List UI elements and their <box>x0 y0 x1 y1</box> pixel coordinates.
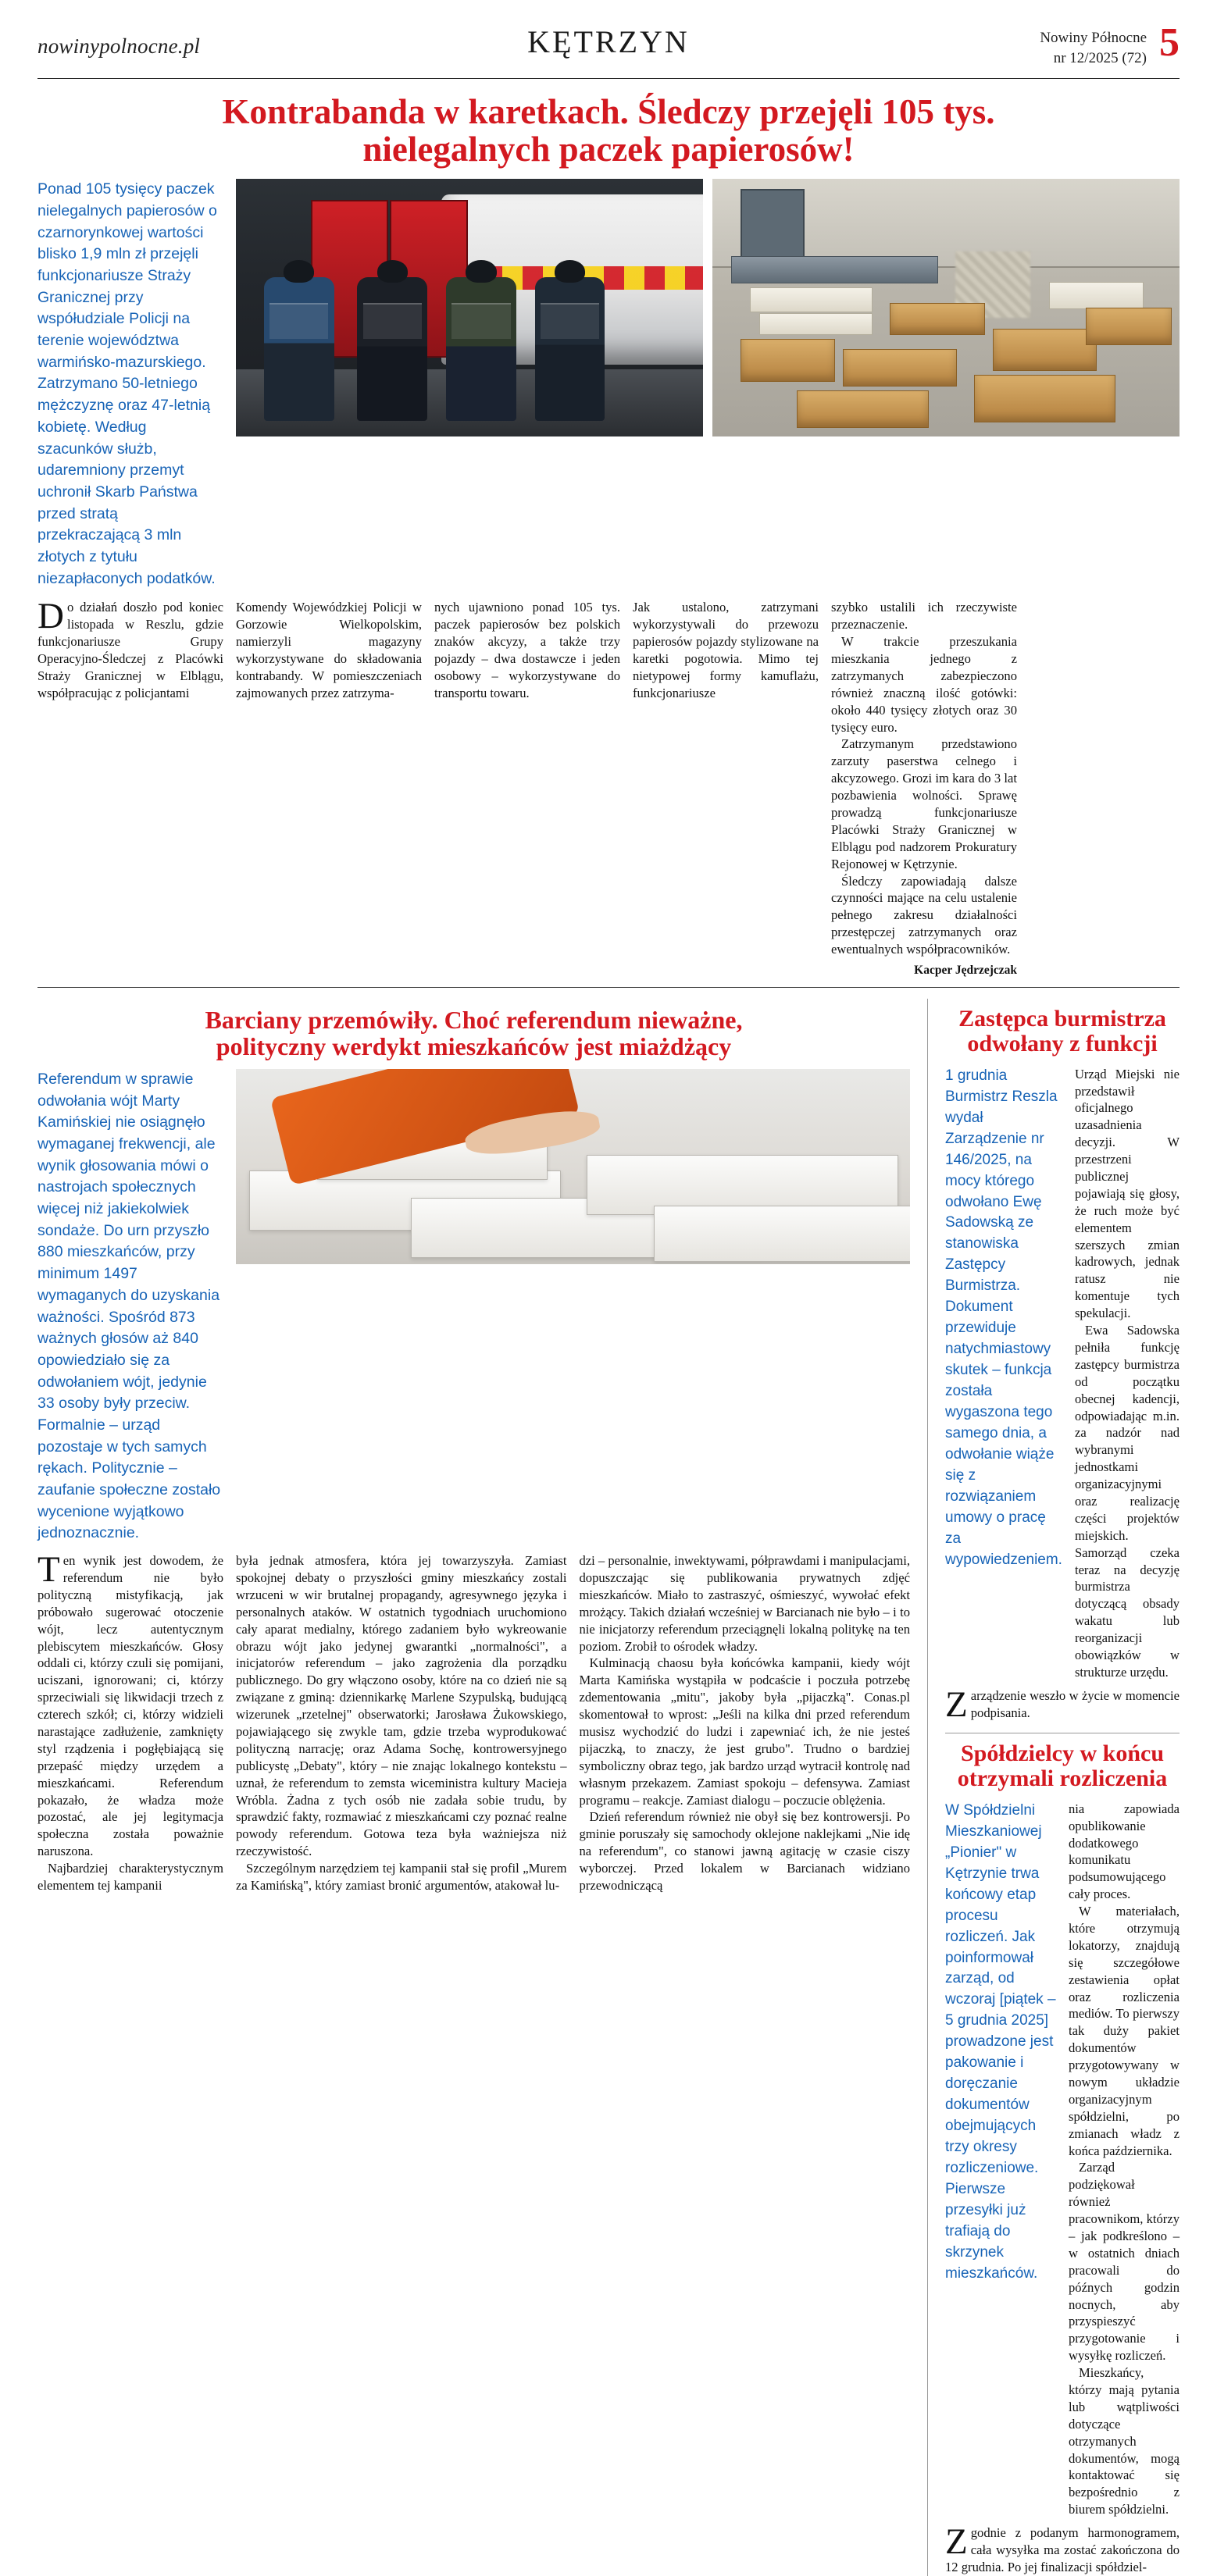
article2-col1 <box>37 1549 223 1894</box>
article3-headline-line2: odwołany z funkcji <box>967 1030 1158 1056</box>
article2-headline <box>37 1007 910 1060</box>
article2-col1-p1: Ten wynik jest dowodem, że referendum nie było polityczną mistyfikacją, jak próbowało sugerować otoczenie wójt, lecz autentycznym plebiscytem mieszkańców. Głosy oddali ci, którzy czuli się pomijani, uciszani, ignorowani; ci, którzy sprzeciwiali się likwidacji trzech z czterech szkół; ci, którzy widzieli narastające zadłużenie, zamknięty styl rządzenia i pogłębiającą się przepaść między urzędem a mieszkańcami. Referendum pokazało, że władza może pozostać, ale jej legitymacja społeczna została poważnie naruszona. <box>37 1549 223 1859</box>
article2-headline-line2: polityczny werdykt mieszkańców jest miażdżący <box>216 1031 732 1060</box>
article2-col3-p1: dzi – personalnie, inwektywami, półprawdami i manipulacjami, dopuszczając się publikowania prywatnych zdjęć mieszkańców. Miało to zastraszyć, ośmieszyć, wywołać efekt mrożący. Takich działań wcześniej w Barcianach nie było – i to nie inicjatorzy referendum przeciągnęli lokalną politykę na ten poziom. Zrobił to ośrodek władzy. <box>579 1553 910 1654</box>
article2-col3-p2: Kulminacją chaosu była końcówka kampanii, kiedy wójt Marta Kamińska wystąpiła w podcaście i poczuła potrzebę zdementowania „mitu", jakoby była „pijaczką". Conas.pl skomentował to wprost: „Jeśli na kilka dni przed referendum musisz wychodzić do ludzi i zapewniać ich, że nie jesteś pijaczką, to znaczy, że jest grubo". Trudno o bardziej symboliczny obraz tego, jak bardzo urząd wytracił kontrolę nad własnym przekazem. Zamiast spokoju – defensywa. Zamiast programu – reakcje. Zamiast dialogu – poczucie oblężenia. <box>579 1655 910 1808</box>
article3-lead: 1 grudnia Burmistrz Reszla wydał Zarządzenie nr 146/2025, na mocy którego odwołano Ewę Sadowską ze stanowiska Zastępcy Burmistrza. Dokument przewiduje natychmiastowy skutek – funkcja została wygaszona tego samego dnia, a odwołanie wiąże się z rozwiązaniem umowy o pracę za wypowiedzeniem. <box>945 1067 1062 1568</box>
article1-col5 <box>831 599 1017 978</box>
article-smuggling <box>37 93 1180 979</box>
article3-headline <box>945 1007 1180 1056</box>
article3-col1 <box>945 1683 1180 1725</box>
article1-col3 <box>434 599 620 978</box>
article1-col2 <box>236 599 422 978</box>
photo-ballot-box <box>236 1069 910 1264</box>
article4-headline-line1: Spółdzielcy w końcu <box>960 1740 1165 1766</box>
masthead <box>0 0 1217 75</box>
article4-col1 <box>945 2521 1180 2576</box>
article2-lead: Referendum w sprawie odwołania wójt Marty Kamińskiej nie osiągnęło wymaganej frekwencji, ale wynik głosowania mówi o nastrojach społecznych więcej niż jakiekolwiek sondaże. Do urn przyszło 880 mieszkańców, przy minimum 1497 wymaganych do uzyskania ważności. Spośród 873 ważnych głosów aż 840 opowiedziało się za odwołaniem wójt, jedynie 33 osoby były przeciw. Formalnie – urząd pozostaje w tych samych rękach. Politycznie – zaufanie społeczne zostało wycenione wyjątkowo jednoznacznie. <box>37 1070 221 1542</box>
article1-headline-line2: nielegalnych paczek papierosów! <box>362 130 855 169</box>
article1-byline: Kacper Jędrzejczak <box>914 964 1017 978</box>
article4-col1-text: Zgodnie z podanym harmonogramem, cała wysyłka ma zostać zakończona do 12 grudnia. Po jej finalizacji spółdziel- <box>945 2521 1180 2574</box>
article1-col4 <box>633 599 819 978</box>
article1-col1 <box>37 596 223 978</box>
article1-col2-text: Komendy Wojewódzkiej Policji w Gorzowie Wielkopolskim, namierzyli magazyny wykorzystywane do składowania kontrabandy. W pomieszczeniach zajmowanych przez zatrzyma- <box>236 600 422 700</box>
article2-col2-p1: była jednak atmosfera, która jej towarzyszyła. Zamiast spokojnej debaty o przyszłości gminy mieszkańcy zostali wrzuceni w wir brutalnej propagandy, agresywnego języka i personalnych ataków. W ostatnich tygodniach uruchomiono cały aparat medialny, którego zadaniem było wykreowanie obrazu wójt jako jedynej gwarantki „normalności", a inicjatorów referendum – jako zagrożenia dla porządku publicznego. Do gry włączono osoby, które na co dzień nie są związane z gminą: dziennikarkę Marlene Szypulską, budującą wizerunek „rzetelnej" obserwatorki; Jarosława Żukowskiego, pojawiającego się zwykle tam, gdzie trzeba wyprodukować polityczną narrację; oraz Adama Sochę, kontrowersyjnego publicystę „Debaty", który – nie znając lokalnego kontekstu – uznał, że referendum to zemsta wiceministra kultury Macieja Wróbla. Żadna z tych osób nie zadała sobie trudu, by sprawdzić fakty, rozmawiać z mieszkańcami czy poznać realne powody referendum. Gotowa teza była ważniejsza niż rzeczywistość. <box>236 1553 567 1859</box>
article1-lead: Ponad 105 tysięcy paczek nielegalnych papierosów o czarnorynkowej wartości blisko 1,9 mln zł przejęli funkcjonariusze Straży Granicznej przy współudziale Policji na terenie województwa warmińsko-mazurskiego. Zatrzymano 50-letniego mężczyznę oraz 47-letnią kobietę. Według szacunków służb, udaremniony przemyt uchronił Skarb Państwa przed stratą przekraczającą 3 mln złotych z tytułu niezapłaconych podatków. <box>37 180 217 587</box>
article4-headline-line2: otrzymali rozliczenia <box>957 1765 1168 1791</box>
article1-col5-p2: W trakcie przeszukania mieszkania jednego z zatrzymanych zabezpieczono również znaczną ilość gotówki: około 440 tysięcy złotych oraz 30 tysięcy euro. <box>831 634 1017 735</box>
article3-body <box>945 1066 1180 1681</box>
article1-col4-text: Jak ustalono, zatrzymani wykorzystywali do przewozu papierosów pojazdy stylizowane na karetki pogotowia. Mimo tej nietypowej formy kamuflażu, funkcjonariusze <box>633 600 819 700</box>
article2-col2 <box>236 1552 567 1894</box>
article1-col1-text: Do działań doszło pod koniec listopada w Reszlu, gdzie funkcjonariusze Grupy Operacyjno-Śledczej z Placówki Straży Granicznej w Elblągu, współpracując z policjantami <box>37 596 223 700</box>
masthead-divider <box>37 78 1180 79</box>
article4-col2-p3: Zarząd podziękował również pracownikom, którzy – jak podkreślono – w ostatnich dniach pracowali do późnych godzin nocnych, aby przyspieszyć przygotowanie i wysyłkę rozliczeń. <box>1069 2160 1180 2364</box>
article1-col5-p1: szybko ustalili ich rzeczywiste przeznaczenie. <box>831 600 1017 632</box>
right-rail <box>945 999 1180 2576</box>
article3-col2 <box>1075 1066 1180 1681</box>
article2-headline-line1: Barciany przemówiły. Choć referendum nieważne, <box>205 1005 743 1034</box>
article3-col2-p1: Urząd Miejski nie przedstawił oficjalnego uzasadnienia decyzji. W przestrzeni publicznej pojawiają się głosy, że ruch może być elementem szerszych zmian kadrowych, jednak ratusz nie komentuje tych spekulacji. <box>1074 1066 1180 1321</box>
article1-col3-text: nych ujawniono ponad 105 tys. paczek papierosów bez polskich znaków akcyzy, a także trzy pojazdy – dwa dostawcze i jeden osobowy – wykorzystywane do transportu towaru. <box>434 600 620 700</box>
issue-number: nr 12/2025 (72) <box>1053 49 1147 66</box>
website-url[interactable]: nowinypolnocne.pl <box>37 34 201 58</box>
photo-warehouse-boxes <box>712 179 1180 436</box>
article4-headline <box>945 1741 1180 1791</box>
article1-divider <box>37 987 1180 988</box>
article4-col2-p2: W materiałach, które otrzymują lokatorzy, znajdują się szczegółowe zestawienia opłat oraz rozliczenia mediów. To pierwszy tak duży pakiet dokumentów przygotowywany w nowym układzie organizacyjnym spółdzielni, po zmianach władz z końca października. <box>1069 1904 1180 2158</box>
article-referendum <box>37 999 928 2576</box>
section-title: KĘTRZYN <box>527 24 690 59</box>
lower-section <box>37 999 1180 2576</box>
article4-col2-p4: Mieszkańcy, którzy mają pytania lub wątpliwości dotyczące otrzymanych dokumentów, mogą kontaktować się bezpośrednio z biurem spółdzielni. <box>1069 2365 1180 2517</box>
page-number: 5 <box>1159 20 1180 65</box>
article4-col2-p1: nia zapowiada opublikowanie dodatkowego komunikatu podsumowującego cały proces. <box>1069 1801 1180 1902</box>
article2-body <box>37 1549 910 1894</box>
paper-name: Nowiny Północne <box>1040 30 1147 46</box>
article1-col5-p4: Śledczy zapowiadają dalsze czynności mające na celu ustalenie pełnego zakresu działalności przestępczej zatrzymanych oraz ewentualnych współpracowników. <box>831 873 1017 957</box>
article2-col3-p3: Dzień referendum również nie obył się bez kontrowersji. Po gminie poruszały się samochody oklejone naklejkami „Nie idę na referendum", co stanowi jawną agitację w czasie ciszy wyborczej. Przed lokalem w Barcianach widziano przewodniczącą <box>579 1809 910 1894</box>
article4-body <box>945 1801 1180 2518</box>
article1-photos <box>236 179 1180 436</box>
article2-col3 <box>580 1552 911 1894</box>
article3-col2-p2: Ewa Sadowska pełniła funkcję zastępcy burmistrza od początku obecnej kadencji, odpowiadając m.in. za nadzór nad wybranymi jednostkami organizacyjnymi oraz realizację części projektów miejskich. Samorząd czeka teraz na decyzję burmistrza dotyczącą obsady wakatu lub reorganizacji obowiązków w strukturze urzędu. <box>1074 1323 1180 1680</box>
photo-ambulance-search <box>236 179 703 436</box>
article4-lead: W Spółdzielni Mieszkaniowej „Pionier" w Kętrzynie trwa końcowy etap procesu rozliczeń. Jak poinformował zarząd, od wczoraj [piątek – 5 grudnia 2025] prowadzone jest pakowanie i doręczanie dokumentów obejmujących trzy okresy rozliczeniowe. Pierwsze przesyłki już trafiają do skrzynek mieszkańców. <box>945 1801 1056 2282</box>
article3-headline-line1: Zastępca burmistrza <box>958 1005 1166 1031</box>
article1-headline-line1: Kontrabanda w karetkach. Śledczy przejęli 105 tys. <box>222 92 995 131</box>
article2-col2-p2: Szczególnym narzędziem tej kampanii stał się profil „Murem za Kamińską", który zamiast bronić argumentów, atakował lu- <box>236 1861 567 1894</box>
article1-col5-p3: Zatrzymanym przedstawiono zarzuty paserstwa celnego i akcyzowego. Grozi im kara do 3 lat pozbawienia wolności. Sprawę prowadzą funkcjonariusze Placówki Straży Granicznej w Elblągu pod nadzorem Prokuratury Rejonowej w Kętrzynie. <box>831 736 1017 871</box>
article3-col1-text: Zarządzenie weszło w życie w momencie podpisania. <box>945 1683 1180 1725</box>
article4-col2 <box>1069 1801 1180 2518</box>
article2-col1-p2: Najbardziej charakterystycznym elementem tej kampanii <box>37 1861 223 1894</box>
article1-body <box>37 596 1180 978</box>
article1-headline <box>37 93 1180 168</box>
